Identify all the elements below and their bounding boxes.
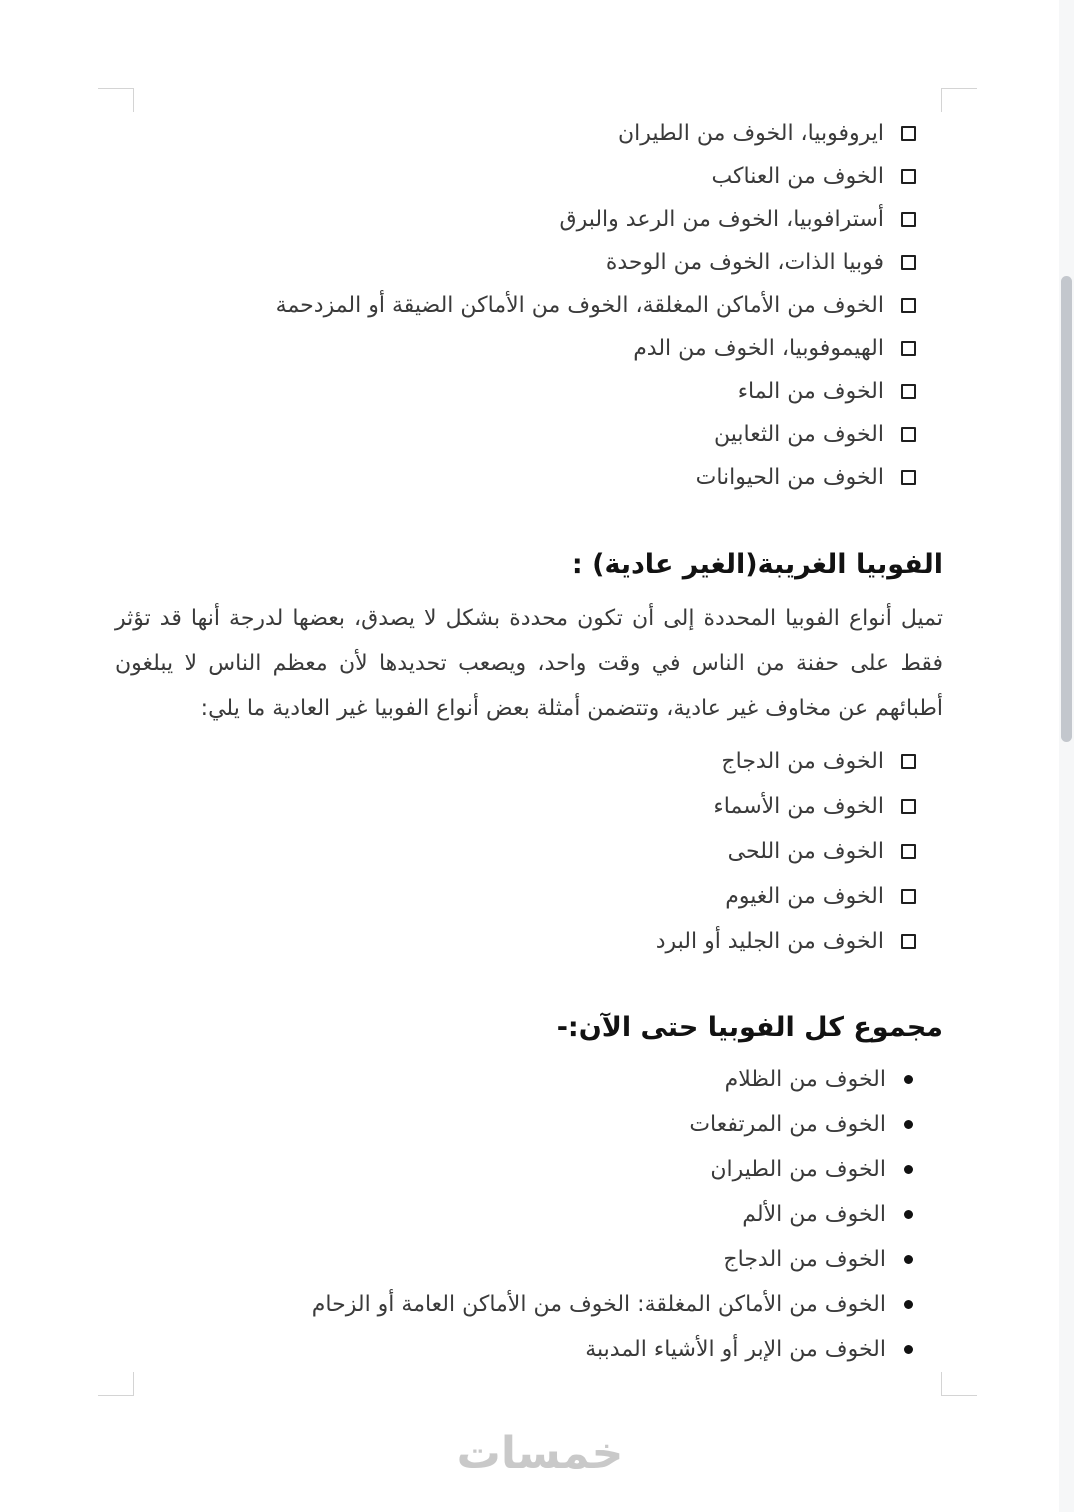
strange-phobias-list (115, 739, 943, 964)
list-item (115, 456, 943, 499)
list-item-label: الخوف من اللحى (727, 839, 884, 864)
list-item (115, 1147, 943, 1192)
list-item (115, 1327, 943, 1372)
common-phobias-list (115, 112, 943, 499)
crop-mark-bottom-right (941, 1372, 977, 1396)
list-item (115, 370, 943, 413)
checkbox-bullet-icon (901, 470, 916, 485)
list-item-label: الخوف من الإبر أو الأشياء المدببة (585, 1337, 886, 1362)
list-item (115, 1282, 943, 1327)
list-item (115, 874, 943, 919)
list-item (115, 112, 943, 155)
checkbox-bullet-icon (901, 754, 916, 769)
checkbox-bullet-icon (901, 212, 916, 227)
bullet-icon (904, 1255, 913, 1264)
list-item (115, 739, 943, 784)
list-item-label: الخوف من الدجاج (721, 749, 884, 774)
bullet-icon (904, 1300, 913, 1309)
list-item-label: الخوف من الجليد أو البرد (655, 929, 884, 954)
list-item-label: الخوف من الثعابين (714, 422, 884, 447)
checkbox-bullet-icon (901, 298, 916, 313)
checkbox-bullet-icon (901, 126, 916, 141)
list-item (115, 1057, 943, 1102)
list-item-label: الخوف من الأماكن المغلقة: الخوف من الأماكن العامة أو الزحام (311, 1292, 886, 1317)
section-heading-total-phobias: مجموع كل الفوبيا حتى الآن:- (556, 1012, 943, 1043)
crop-mark-bottom-left (98, 1372, 134, 1396)
list-item-label: الخوف من الماء (737, 379, 884, 404)
list-item-label: الخوف من الدجاج (723, 1247, 886, 1272)
checkbox-bullet-icon (901, 427, 916, 442)
list-item-label: الخوف من العناكب (711, 164, 884, 189)
list-item-label: أسترافوبيا، الخوف من الرعد والبرق (559, 207, 884, 232)
bullet-icon (904, 1075, 913, 1084)
strange-phobias-paragraph: تميل أنواع الفوبيا المحددة إلى أن تكون محددة بشكل لا يصدق، بعضها لدرجة أنها قد تؤثر فقط على حفنة من الناس في وقت واحد، ويصعب تحديدها لأن معظم الناس لا يبلغون أطبائهم عن مخاوف غير عادية، وتتضمن أمثلة بعض أنواع الفوبيا غير العادية ما يلي: (115, 606, 943, 721)
list-item (115, 829, 943, 874)
checkbox-bullet-icon (901, 384, 916, 399)
checkbox-bullet-icon (901, 934, 916, 949)
list-item (115, 198, 943, 241)
section-heading-strange-phobias: الفوبيا الغريبة(الغير عادية) : (571, 549, 943, 580)
checkbox-bullet-icon (901, 799, 916, 814)
bullet-icon (904, 1210, 913, 1219)
scrollbar-thumb[interactable] (1061, 276, 1072, 742)
list-item (115, 155, 943, 198)
total-phobias-list (115, 1057, 943, 1372)
list-item-label: فوبيا الذات، الخوف من الوحدة (605, 250, 884, 275)
top-margin (115, 0, 943, 112)
list-item (115, 241, 943, 284)
list-item (115, 1237, 943, 1282)
bullet-icon (904, 1165, 913, 1174)
list-item-label: الخوف من الأماكن المغلقة، الخوف من الأماكن الضيقة أو المزدحمة (275, 293, 884, 318)
checkbox-bullet-icon (901, 255, 916, 270)
bullet-icon (904, 1345, 913, 1354)
list-item-label: الخوف من الطيران (710, 1157, 886, 1182)
checkbox-bullet-icon (901, 889, 916, 904)
list-item-label: الخوف من الغيوم (725, 884, 884, 909)
checkbox-bullet-icon (901, 341, 916, 356)
list-item (115, 327, 943, 370)
list-item-label: الهيموفوبيا، الخوف من الدم (633, 336, 884, 361)
list-item-label: ايروفوبيا، الخوف من الطيران (617, 121, 884, 146)
list-item-label: الخوف من الألم (742, 1202, 886, 1227)
checkbox-bullet-icon (901, 169, 916, 184)
checkbox-bullet-icon (901, 844, 916, 859)
list-item (115, 784, 943, 829)
list-item (115, 413, 943, 456)
list-item (115, 919, 943, 964)
list-item (115, 1102, 943, 1147)
list-item (115, 284, 943, 327)
list-item-label: الخوف من الظلام (724, 1067, 886, 1092)
list-item (115, 1192, 943, 1237)
list-item-label: الخوف من الأسماء (713, 794, 884, 819)
list-item-label: الخوف من المرتفعات (689, 1112, 886, 1137)
crop-mark-top-right (941, 88, 977, 112)
page-content (115, 0, 943, 1372)
bullet-icon (904, 1120, 913, 1129)
list-item-label: الخوف من الحيوانات (695, 465, 884, 490)
khamsat-watermark: خمسات (456, 1428, 624, 1479)
scrollbar-track[interactable] (1059, 0, 1074, 1512)
